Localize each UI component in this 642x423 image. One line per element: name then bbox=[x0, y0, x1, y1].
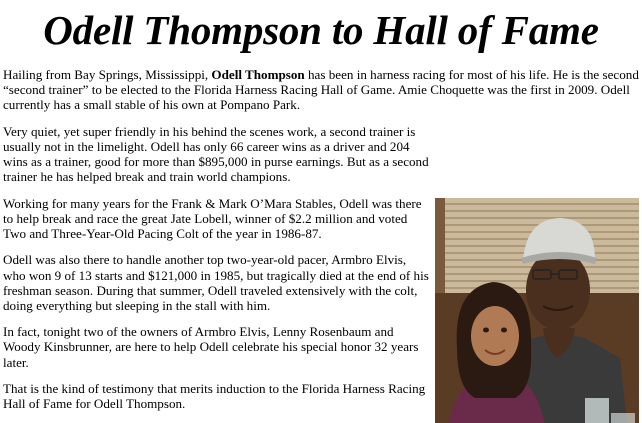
paragraph-3: Working for many years for the Frank & Mark O’Mara Stables, Odell was there to help break and race the great Jate Lobell, winner of $2.2 million and voted Two and Three-Year-Old Pacing Colt of the year in 1986-87. bbox=[3, 195, 422, 241]
paragraph-1 bbox=[3, 67, 639, 112]
p1-intro: Hailing from Bay Springs, Mississippi, bbox=[3, 67, 212, 82]
subject-name: Odell Thompson bbox=[211, 67, 305, 82]
photo-illustration bbox=[435, 198, 639, 423]
p1-rest: has been in harness racing for most of his life. He is the second “second trainer” to be elected to the Florida Harness Racing Hall of Game. Amie Choquette was the first in 2009. Odell currently has a small stable of his own at Pompano Park. bbox=[3, 67, 639, 113]
article-title: Odell Thompson to Hall of Fame bbox=[43, 7, 599, 53]
article-photo bbox=[435, 198, 639, 423]
paragraph-6: That is the kind of testimony that merits induction to the Florida Harness Racing Hall of Fame for Odell Thompson. bbox=[3, 381, 426, 412]
article-body bbox=[3, 67, 639, 423]
paragraph-2 bbox=[3, 124, 639, 184]
paragraph-4: Odell was also there to handle another top two-year-old pacer, Armbro Elvis, who won 9 of 13 starts and $121,000 in 1985, but tragically died at the end of his freshman season. During that summer, Odell traveled extensively with the colt, doing everything but sleeping in the stall with him. bbox=[3, 252, 429, 313]
p2-text: Very quiet, yet super friendly in his behind the scenes work, a second trainer is usually not in the limelight. Odell has only 66 career wins as a driver and 204 wins as a trainer, good for more than $895,000 in purse earnings. But as a second trainer he has helped break and train world champions. bbox=[3, 123, 429, 185]
paragraph-5: In fact, tonight two of the owners of Armbro Elvis, Lenny Rosenbaum and Woody Kinsbrunner, are here to help Odell celebrate his special honor 32 years later. bbox=[3, 324, 419, 370]
